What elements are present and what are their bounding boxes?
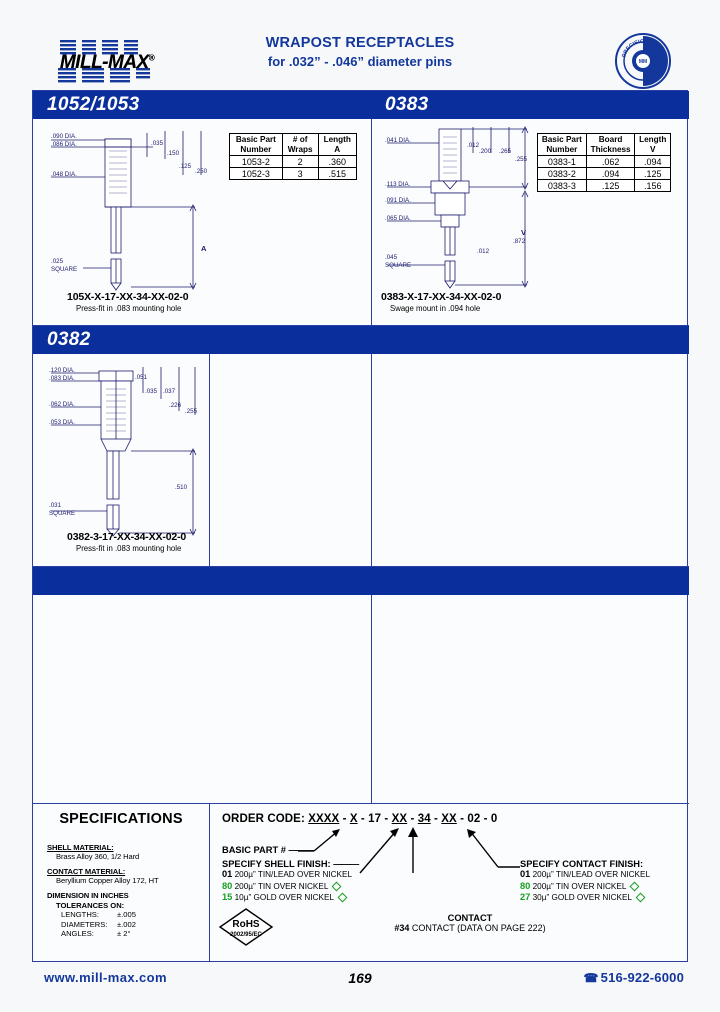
tolerance-value: ±.005: [117, 910, 136, 919]
page-footer: [0, 968, 720, 996]
svg-text:.250: .250: [195, 168, 208, 175]
content-frame: [32, 90, 688, 962]
cell-length: .094: [635, 156, 671, 168]
contact-note-code: #34: [394, 923, 410, 933]
svg-text:.120 DIA.: .120 DIA.: [49, 367, 75, 374]
contact-material-value: Beryllium Copper Alloy 172, HT: [56, 876, 159, 885]
svg-text:2002/95/EC: 2002/95/EC: [230, 932, 262, 938]
svg-text:.226: .226: [169, 402, 182, 409]
tolerance-value: ±.002: [117, 919, 136, 929]
cell-board-thickness: .125: [586, 180, 635, 192]
finish-code: 01: [222, 869, 233, 879]
caption-subtitle: Press-fit in .083 mounting hole: [76, 544, 182, 553]
finish-text: 10µ” GOLD OVER NICKEL: [234, 893, 334, 902]
finish-code: 80: [520, 880, 531, 891]
dimension-units-label: DIMENSION IN INCHES: [47, 891, 129, 900]
cell-wraps: 2: [282, 156, 318, 168]
caption-1052-1053: [67, 291, 188, 313]
tolerance-value: ± 2°: [117, 929, 131, 938]
th-basic-part-number: Basic Part Number: [230, 134, 283, 156]
caption-part-number: 105X-X-17-XX-34-XX-02-0: [67, 291, 189, 303]
shell-finish-block: [222, 859, 358, 904]
tolerance-row: [61, 929, 215, 939]
shell-finish-label: SPECIFY SHELL FINISH: ———: [222, 859, 359, 869]
page-title: [190, 34, 530, 71]
order-seg-basic-part: XXXX: [308, 813, 340, 825]
section-bar-row3-blank: [33, 567, 689, 595]
svg-text:.255: .255: [185, 408, 198, 415]
caption-0382: [67, 531, 186, 553]
svg-text:.035: .035: [151, 140, 164, 147]
contact-finish-block: [520, 859, 650, 904]
contact-finish-option: [520, 892, 650, 904]
contact-material-label: CONTACT MATERIAL:: [47, 867, 126, 876]
svg-text:.041 DIA.: .041 DIA.: [385, 137, 411, 144]
divider-row2-vertical-1: [209, 354, 210, 566]
svg-text:.090 DIA.: .090 DIA.: [51, 133, 77, 140]
table-row: [538, 180, 671, 192]
order-seg-02: 02: [467, 813, 481, 825]
tolerance-row: [61, 920, 215, 930]
svg-text:SQUARE: SQUARE: [49, 510, 76, 517]
order-code-panel: [210, 803, 689, 962]
svg-text:.065 DIA.: .065 DIA.: [385, 215, 411, 222]
cell-length: .125: [635, 168, 671, 180]
svg-text:MM: MM: [638, 59, 648, 65]
finish-text: 200µ” TIN OVER NICKEL: [234, 881, 329, 891]
svg-text:A: A: [201, 244, 207, 253]
caption-0383: [381, 291, 501, 313]
page-header: [0, 18, 720, 86]
order-seg-0: 0: [490, 813, 498, 825]
shell-finish-option: [222, 881, 358, 893]
svg-text:.872: .872: [513, 238, 526, 245]
shell-finish-option: [222, 892, 358, 904]
svg-text:.037: .037: [163, 388, 176, 395]
svg-text:PRECISION: PRECISION: [621, 38, 649, 59]
svg-text:.035: .035: [145, 388, 158, 395]
svg-text:.150: .150: [167, 150, 180, 157]
contact-note-heading: CONTACT: [447, 913, 493, 923]
rohs-diamond-icon: [338, 893, 348, 903]
table-row: [538, 168, 671, 180]
svg-text:.048 DIA.: .048 DIA.: [51, 171, 77, 178]
finish-code: 15: [222, 892, 233, 902]
svg-text:.045: .045: [385, 254, 398, 261]
cell-board-thickness: .094: [586, 168, 635, 180]
svg-text:SQUARE: SQUARE: [51, 266, 78, 273]
th-length-a: Length A: [318, 134, 356, 156]
caption-part-number: 0382-3-17-XX-34-XX-02-0: [67, 531, 187, 543]
svg-text:.200: .200: [479, 148, 492, 155]
table-row: [230, 168, 357, 180]
svg-text:.265: .265: [499, 148, 512, 155]
rohs-diamond-icon: [630, 881, 640, 891]
order-seg-contact: 34: [417, 813, 431, 825]
svg-text:.031: .031: [49, 502, 62, 509]
svg-text:.012: .012: [477, 248, 490, 255]
logo-wordmark: MILL-MAX®: [59, 52, 155, 73]
caption-part-number: 0383-X-17-XX-34-XX-02-0: [381, 291, 502, 303]
svg-text:.053 DIA.: .053 DIA.: [49, 419, 75, 426]
svg-text:.062 DIA.: .062 DIA.: [49, 401, 75, 408]
footer-website-link[interactable]: www.mill-max.com: [44, 970, 167, 985]
shell-finish-option: [222, 869, 358, 881]
section-label-1052: 1052/1053: [47, 94, 140, 115]
finish-text: 200µ” TIN/LEAD OVER NICKEL: [234, 870, 353, 879]
cell-length: .360: [318, 156, 356, 168]
contact-finish-label: SPECIFY CONTACT FINISH:: [520, 859, 644, 869]
precision-seal-icon: [614, 32, 672, 90]
rohs-diamond-icon: [636, 893, 646, 903]
svg-text:.086 DIA.: .086 DIA.: [51, 141, 77, 148]
finish-code: 01: [520, 869, 531, 879]
svg-text:.012: .012: [467, 142, 480, 149]
svg-text:.255: .255: [515, 156, 528, 163]
footer-page-number: 169: [348, 970, 372, 986]
svg-text:RoHS: RoHS: [232, 919, 260, 930]
contact-finish-option: [520, 869, 650, 881]
th-length-v: Length V: [635, 134, 671, 156]
order-seg-shell-finish: XX: [391, 813, 408, 825]
section-bar-row2: [33, 326, 689, 354]
finish-code: 80: [222, 880, 233, 891]
drawing-1052-1053: [43, 123, 219, 291]
finish-text: 30µ” GOLD OVER NICKEL: [532, 893, 632, 902]
tolerance-key: DIAMETERS:: [61, 919, 108, 929]
tolerance-key: ANGLES:: [61, 929, 94, 938]
specifications-title: SPECIFICATIONS: [59, 811, 183, 827]
th-basic-part-number: Basic Part Number: [538, 134, 587, 156]
table-0383: [537, 133, 671, 192]
table-header-row: [538, 134, 671, 156]
th-board-thickness: Board Thickness: [586, 134, 635, 156]
svg-text:SQUARE: SQUARE: [385, 262, 412, 269]
contact-note-text: #34 CONTACT (DATA ON PAGE 222): [394, 923, 546, 933]
table-header-row: [230, 134, 357, 156]
order-seg-contact-finish: XX: [441, 813, 457, 825]
order-seg-17: 17: [368, 813, 382, 825]
telephone-icon: ☎: [583, 971, 599, 985]
order-seg-shell: X: [349, 813, 358, 825]
cell-part-number: 1053-2: [230, 156, 283, 168]
cell-part-number: 0383-1: [538, 156, 587, 168]
shell-material-value: Brass Alloy 360, 1/2 Hard: [56, 852, 140, 861]
order-code-title: ORDER CODE:: [222, 813, 305, 825]
basic-part-label: BASIC PART # ———: [222, 845, 314, 855]
table-1052-1053: [229, 133, 357, 180]
section-label-0383: 0383: [385, 94, 429, 115]
th-num-wraps: # of Wraps: [282, 134, 318, 156]
section-bar-row1: [33, 91, 689, 119]
tolerance-row: [61, 910, 215, 920]
cell-wraps: 3: [282, 168, 318, 180]
caption-subtitle: Swage mount in .094 hole: [390, 304, 481, 313]
rohs-badge-icon: [218, 907, 274, 947]
finish-code: 27: [520, 892, 531, 902]
shell-material-label: SHELL MATERIAL:: [47, 843, 114, 852]
finish-text: 200µ” TIN/LEAD OVER NICKEL: [532, 870, 651, 879]
title-line-1: WRAPOST RECEPTACLES: [265, 35, 455, 51]
divider-row3-vertical: [371, 595, 372, 803]
cell-length: .515: [318, 168, 356, 180]
cell-board-thickness: .062: [586, 156, 635, 168]
svg-text:.510: .510: [175, 484, 188, 491]
cell-part-number: 0383-2: [538, 168, 587, 180]
svg-text:.025: .025: [51, 258, 64, 265]
cell-part-number: 0383-3: [538, 180, 587, 192]
specifications-body: [47, 843, 215, 939]
svg-text:.051: .051: [135, 374, 148, 381]
title-line-2: for .032” - .046” diameter pins: [267, 54, 453, 69]
contact-finish-option: [520, 881, 650, 893]
contact-note: [320, 913, 620, 933]
divider-row2-vertical-2: [371, 354, 372, 566]
tolerance-key: LENGTHS:: [61, 910, 99, 919]
divider-row1-vertical: [371, 119, 372, 325]
cell-part-number: 1052-3: [230, 168, 283, 180]
section-label-0382: 0382: [47, 329, 91, 350]
order-code-line: ORDER CODE: XXXX - X - 17 - XX - 34 - XX - 02 - 0: [222, 813, 498, 825]
svg-text:.091 DIA.: .091 DIA.: [385, 197, 411, 204]
cell-length: .156: [635, 180, 671, 192]
drawing-0382: [43, 359, 209, 537]
svg-text:.113 DIA.: .113 DIA.: [385, 181, 411, 188]
svg-text:.125: .125: [179, 163, 192, 170]
drawing-0383: [381, 123, 541, 291]
rohs-diamond-icon: [332, 881, 342, 891]
svg-text:V: V: [521, 228, 527, 237]
tolerances-label: TOLERANCES ON:: [56, 901, 125, 910]
svg-text:.083 DIA.: .083 DIA.: [49, 375, 75, 382]
footer-phone: ☎ 516-922-6000: [583, 970, 684, 985]
caption-subtitle: Press-fit in .083 mounting hole: [76, 304, 182, 313]
specifications-panel: [33, 803, 209, 962]
table-row: [538, 156, 671, 168]
table-row: [230, 156, 357, 168]
finish-text: 200µ” TIN OVER NICKEL: [532, 881, 627, 891]
mill-max-logo: [52, 38, 162, 84]
